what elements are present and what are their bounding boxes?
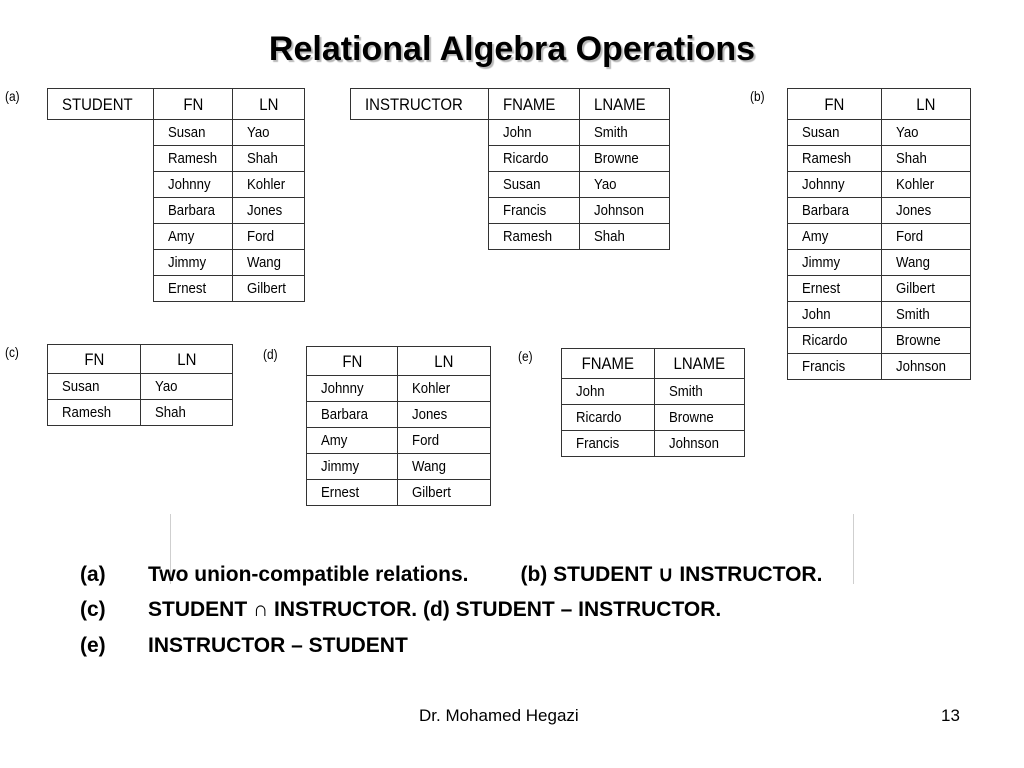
student_minus_instructor-cell: Ford <box>397 427 491 454</box>
union-cell: Jones <box>881 197 971 224</box>
union-cell: Gilbert <box>881 275 971 302</box>
footer-page-number: 13 <box>941 706 960 725</box>
instructor-cell: Francis <box>488 197 580 224</box>
instructor_minus_student-cell: Francis <box>561 430 655 457</box>
union-cell: Kohler <box>881 171 971 198</box>
instructor-cell: Ricardo <box>488 145 580 172</box>
caption-line-3 <box>80 634 408 658</box>
instructor-cell: Yao <box>579 171 670 198</box>
student-cell: Amy <box>153 223 233 250</box>
intersection-cell: Shah <box>140 399 233 426</box>
student_minus_instructor-column-header: LN <box>397 346 491 376</box>
instructor-cell: Shah <box>579 223 670 250</box>
caption-c-label: (c) <box>80 598 106 621</box>
union-column-header: LN <box>881 88 971 120</box>
instructor-column-header: LNAME <box>579 88 670 120</box>
instructor-column-header: FNAME <box>488 88 580 120</box>
student_minus_instructor-cell: Kohler <box>397 375 491 402</box>
student-cell: Jimmy <box>153 249 233 276</box>
student-cell: Barbara <box>153 197 233 224</box>
union-cell: Francis <box>787 353 882 380</box>
intersection-column-header: LN <box>140 344 233 374</box>
caption-line-1 <box>80 562 822 587</box>
student-cell: Johnny <box>153 171 233 198</box>
caption-b-text: (b) STUDENT ∪ INSTRUCTOR. <box>520 563 823 586</box>
slide-title: Relational Algebra Operations <box>268 30 756 68</box>
student_minus_instructor-column-header: FN <box>306 346 398 376</box>
caption-c-text: STUDENT ∩ INSTRUCTOR. (d) STUDENT – INSTRUCTOR. <box>148 598 722 621</box>
union-cell: Ford <box>881 223 971 250</box>
caption-e-text: INSTRUCTOR – STUDENT <box>148 634 408 657</box>
student_minus_instructor-cell: Jimmy <box>306 453 398 480</box>
union-cell: Browne <box>881 327 971 354</box>
student-cell: Ramesh <box>153 145 233 172</box>
student-cell: Ford <box>232 223 305 250</box>
student_minus_instructor-cell: Wang <box>397 453 491 480</box>
label-e: (e) <box>518 348 533 364</box>
instructor-cell: Ramesh <box>488 223 580 250</box>
instructor_minus_student-cell: Johnson <box>654 430 745 457</box>
intersection-cell: Yao <box>140 373 233 400</box>
student_minus_instructor-cell: Jones <box>397 401 491 428</box>
union-cell: Johnny <box>787 171 882 198</box>
instructor-cell: Susan <box>488 171 580 198</box>
student_minus_instructor-cell: Barbara <box>306 401 398 428</box>
union-cell: Amy <box>787 223 882 250</box>
union-cell: Yao <box>881 119 971 146</box>
label-b: (b) <box>750 88 765 104</box>
instructor_minus_student-cell: Ricardo <box>561 404 655 431</box>
student_minus_instructor-cell: Gilbert <box>397 479 491 506</box>
student-cell: Gilbert <box>232 275 305 302</box>
student-cell: Kohler <box>232 171 305 198</box>
union-cell: Barbara <box>787 197 882 224</box>
instructor_minus_student-column-header: LNAME <box>654 348 745 379</box>
intersection-column-header: FN <box>47 344 141 374</box>
student-column-header: LN <box>232 88 305 120</box>
instructor-cell: Browne <box>579 145 670 172</box>
student-cell: Shah <box>232 145 305 172</box>
caption-e-label: (e) <box>80 634 106 657</box>
label-c: (c) <box>5 344 19 360</box>
union-cell: Susan <box>787 119 882 146</box>
instructor-cell: Johnson <box>579 197 670 224</box>
student_minus_instructor-cell: Ernest <box>306 479 398 506</box>
divider-right <box>853 514 854 584</box>
union-cell: John <box>787 301 882 328</box>
union-cell: Ramesh <box>787 145 882 172</box>
instructor-cell: John <box>488 119 580 146</box>
union-column-header: FN <box>787 88 882 120</box>
label-d: (d) <box>263 346 278 362</box>
instructor_minus_student-cell: Browne <box>654 404 745 431</box>
union-cell: Smith <box>881 301 971 328</box>
union-cell: Ernest <box>787 275 882 302</box>
student-column-header: FN <box>153 88 233 120</box>
student-cell: Jones <box>232 197 305 224</box>
caption-line-2 <box>80 598 721 622</box>
instructor_minus_student-cell: Smith <box>654 378 745 405</box>
union-cell: Wang <box>881 249 971 276</box>
student-name-header: STUDENT <box>47 88 154 120</box>
student-cell: Wang <box>232 249 305 276</box>
instructor_minus_student-column-header: FNAME <box>561 348 655 379</box>
label-a: (a) <box>5 88 20 104</box>
union-cell: Jimmy <box>787 249 882 276</box>
student-cell: Yao <box>232 119 305 146</box>
intersection-cell: Susan <box>47 373 141 400</box>
student_minus_instructor-cell: Amy <box>306 427 398 454</box>
caption-a-text: Two union-compatible relations. <box>148 563 469 586</box>
caption-a-label: (a) <box>80 563 106 586</box>
instructor_minus_student-cell: John <box>561 378 655 405</box>
student_minus_instructor-cell: Johnny <box>306 375 398 402</box>
union-cell: Johnson <box>881 353 971 380</box>
student-cell: Ernest <box>153 275 233 302</box>
student-cell: Susan <box>153 119 233 146</box>
instructor-cell: Smith <box>579 119 670 146</box>
instructor-name-header: INSTRUCTOR <box>350 88 489 120</box>
footer-author: Dr. Mohamed Hegazi <box>419 706 579 725</box>
union-cell: Shah <box>881 145 971 172</box>
intersection-cell: Ramesh <box>47 399 141 426</box>
union-cell: Ricardo <box>787 327 882 354</box>
